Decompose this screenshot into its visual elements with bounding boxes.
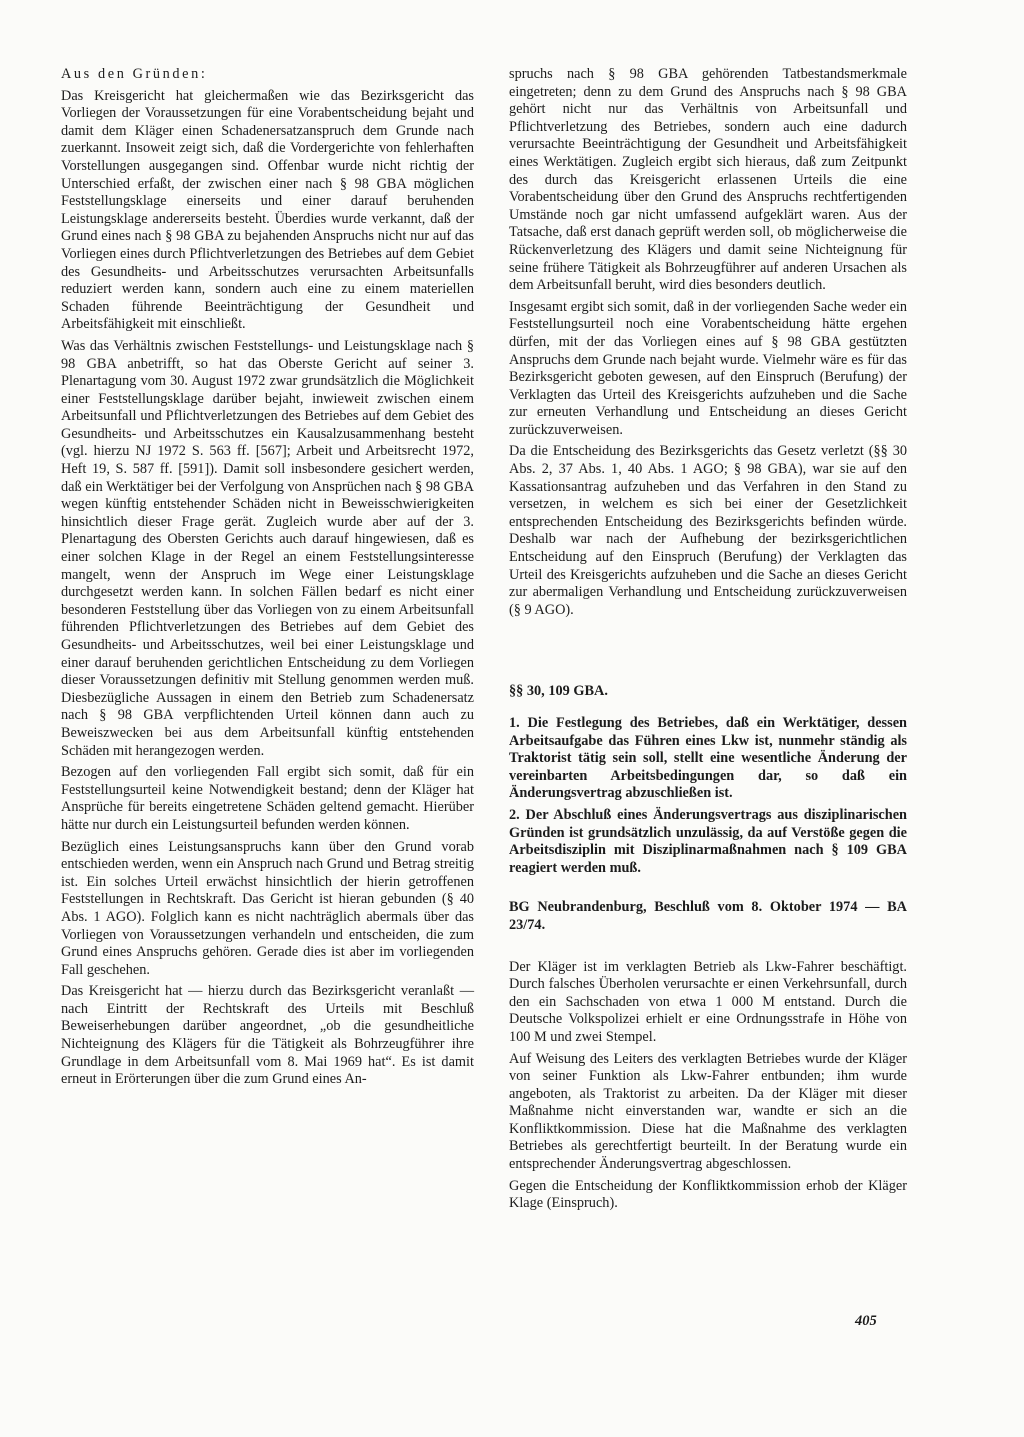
paragraph: spruchs nach § 98 GBA gehörenden Tatbestandsmerkmale eingetreten; denn zu dem Grund des Anspruchs nach § 98 GBA gehört nicht nur das Verhältnis von Arbeitsunfall und Pflichtverletzung des Betriebes, sondern auch eine dadurch verursachte Beeinträchtigung der Gesundheit und Arbeitsfähigkeit eines Werktätigen. Zugleich ergibt sich hieraus, daß zum Zeitpunkt des durch das Kreisgericht erlassenen Urteils die eine Vorabentscheidung über den Grund des Anspruchs rechtfertigenden Umstände noch gar nicht umfassend aufgeklärt waren. Aus der Tatsache, daß erst danach geprüft werden soll, ob möglicherweise die Rückenverletzung des Klägers und damit seine Nichteignung für seine frühere Tätigkeit als Bohrzeugführer auf anderen Ursachen als dem Arbeitsunfall beruht, wird dies besonders deutlich. (509, 66, 907, 294)
norm-reference: §§ 30, 109 GBA. (509, 683, 608, 700)
paragraph: Bezüglich eines Leistungsanspruchs kann über den Grund vorab entschieden werden, wenn ein Anspruch nach Grund und Betrag streitig ist. Ein solches Urteil erwächst hinsichtlich der hierin getroffenen Feststellungen in Rechtskraft. Das Gericht ist hieran gebunden (§ 40 Abs. 1 AGO). Folglich kann es nicht nachträglich abermals über das Vorliegen von Voraussetzungen verhandeln und entscheiden, die zum Grund eines Anspruchs gehören. Gerade dies ist aber im vorliegenden Fall geschehen. (61, 838, 474, 978)
paragraph: Insgesamt ergibt sich somit, daß in der vorliegenden Sache weder ein Feststellungsurteil noch eine Vorabentscheidung hätte ergehen dürfen, mit der das Vorliegen eines auf § 98 GBA gestützten Anspruchs dem Grunde nach bejaht wurde. Vielmehr wäre es für das Bezirksgericht geboten gewesen, auf den Einspruch (Berufung) der Verklagten das Urteil des Kreisgerichts aufzuheben und die Sache zur erneuten Verhandlung und Entscheidung an dieses Gericht zurückzuverweisen. (509, 298, 907, 438)
paragraph: Auf Weisung des Leiters des verklagten Betriebes wurde der Kläger von seiner Funktion als Lkw-Fahrer entbunden; ihm wurde angeboten, als Traktorist zu arbeiten. Da der Kläger mit dieser Maßnahme nicht einverstanden war, wandte er sich an die Konfliktkommission. Diese hat die Maßnahme des verklagten Betriebes als gerechtfertigt beurteilt. In der Beratung wurde ein entsprechender Änderungsvertrag abgeschlossen. (509, 1050, 907, 1173)
paragraph: Bezogen auf den vorliegenden Fall ergibt sich somit, daß für ein Feststellungsurteil keine Notwendigkeit bestand; denn der Kläger hat Ansprüche für bereits eingetretene Schäden geltend gemacht. Hierüber hätte nur durch ein Leistungsurteil befunden werden können. (61, 764, 474, 833)
paragraph: Der Kläger ist im verklagten Betrieb als Lkw-Fahrer beschäftigt. Durch falsches Überholen verursachte er einen Verkehrsunfall, durch den ein Sachschaden von etwa 1 000 M entstand. Durch die Deutsche Volkspolizei erhielt er eine Ordnungsstrafe in Höhe von 100 M und zwei Stempel. (509, 958, 907, 1045)
section-heading: Aus den Gründen: (61, 66, 208, 82)
headnote-2: 2. Der Abschluß eines Änderungsvertrags aus disziplinarischen Gründen ist grundsätzlich unzulässig, da auf Verstöße gegen die Arbeitsdisziplin mit Disziplinarmaßnahmen nach § 109 GBA reagiert werden muß. (509, 806, 907, 876)
paragraph: Was das Verhältnis zwischen Feststellungs- und Leistungsklage nach § 98 GBA anbetrifft, so hat das Oberste Gericht auf seiner 3. Plenartagung vom 30. August 1972 zwar grundsätzlich die Möglichkeit einer Feststellungsklage darüber bejaht, inwieweit zwischen einem Arbeitsunfall und Pflichtverletzungen des Betriebes auf dem Gebiet des Gesundheits- und Arbeitsschutzes ein Kausalzusammenhang besteht (vgl. hierzu NJ 1972 S. 563 ff. [567]; Arbeit und Arbeitsrecht 1972, Heft 19, S. 587 ff. [591]). Damit soll insbesondere gesichert werden, daß ein Werktätiger bei der Verfolgung von Ansprüchen nach § 98 GBA wegen künftig entstehender Schäden nicht in Beweisschwierigkeiten hinsichtlich dieser Frage gerät. Zugleich wurde aber auf der 3. Plenartagung des Obersten Gerichts auch darauf hingewiesen, daß es einer solchen Klage in der Regel an einem Feststellungsinteresse mangelt, wenn der Anspruch im Wege einer Leistungsklage durchgesetzt werden kann. In solchen Fällen bedarf es nicht einer besonderen Feststellung über das Vorliegen von zu einem Arbeitsunfall führenden Pflichtverletzungen des Betriebes auf dem Gebiet des Gesundheits- und Arbeitsschutzes, weil bei einer Leistungsklage und einer darauf beruhenden gerichtlichen Entscheidung zu dem Vorliegen dieser Voraussetzungen definitiv mit Stellung genommen werden muß. Diesbezügliche Aussagen in einem den Betrieb zum Schadenersatz nach § 98 GBA verpflichtenden Urteil können dann auch zu Beweiszwecken bei aus dem Arbeitsunfall künftig entstehenden Schäden mit herangezogen werden. (61, 337, 474, 759)
headnote-1: 1. Die Festlegung des Betriebes, daß ein Werktätiger, dessen Arbeitsaufgabe das Führen eines Lkw ist, nunmehr ständig als Traktorist tätig sein soll, stellt eine wesentliche Änderung der vereinbarten Arbeitsbedingungen dar, so daß ein Änderungsvertrag abzuschließen ist. (509, 715, 907, 802)
left-column (61, 66, 474, 1093)
paragraph: Da die Entscheidung des Bezirksgerichts das Gesetz verletzt (§§ 30 Abs. 2, 37 Abs. 1, 40 Abs. 1 AGO; § 98 GBA), war sie auf den Kassationsantrag aufzuheben und das Verfahren in den Stand zu versetzen, in welchem es sich bei einer der Gesetzlichkeit entsprechenden Entscheidung des Bezirksgerichts befinden würde. Deshalb war nach der Aufhebung der bezirksgerichtlichen Entscheidung auf den Einspruch (Berufung) der Verklagten das Urteil des Kreisgerichts aufzuheben und die Sache an dieses Gericht zur abermaligen Verhandlung und Entscheidung zurückzuverweisen (§ 9 AGO). (509, 443, 907, 618)
right-column (509, 66, 907, 1217)
paragraph: Das Kreisgericht hat — hierzu durch das Bezirksgericht veranlaßt — nach Eintritt der Rechtskraft des Urteils mit Beschluß Beweiserhebungen darüber angeordnet, „ob die gesundheitliche Nichteignung des Klägers für die Tätigkeit als Bohrzeugführer ihre Grundlage in dem Arbeitsunfall vom 8. Mai 1969 hat“. Es ist damit erneut in Erörterungen über die zum Grund eines An- (61, 983, 474, 1088)
paragraph: Das Kreisgericht hat gleichermaßen wie das Bezirksgericht das Vorliegen der Voraussetzungen für eine Vorabentscheidung bejaht und damit dem Kläger einen Schadenersatzanspruch dem Grunde nach zuerkannt. Insoweit zeigt sich, daß die Vordergerichte von fehlerhaften Vorstellungen ausgegangen sind. Offenbar wurde nicht richtig der Unterschied erfaßt, der zwischen einer nach § 98 GBA möglichen Feststellungsklage einerseits und einer darauf beruhenden Leistungsklage andererseits besteht. Überdies wurde verkannt, daß der Grund eines nach § 98 GBA zu bejahenden Anspruchs nicht nur auf das Vorliegen eines durch Pflichtverletzungen des Betriebes auf dem Gebiet des Gesundheits- und Arbeitsschutzes verursachten Arbeitsunfalls reduziert werden kann, sondern auch eine zu einem materiellen Schaden führende Beeinträchtigung der Gesundheit und Arbeitsfähigkeit mit einschließt. (61, 87, 474, 333)
paragraph: Gegen die Entscheidung der Konfliktkommission erhob der Kläger Klage (Einspruch). (509, 1177, 907, 1212)
page-number: 405 (855, 1313, 877, 1329)
court-citation: BG Neubrandenburg, Beschluß vom 8. Oktober 1974 — BA 23/74. (509, 899, 907, 933)
